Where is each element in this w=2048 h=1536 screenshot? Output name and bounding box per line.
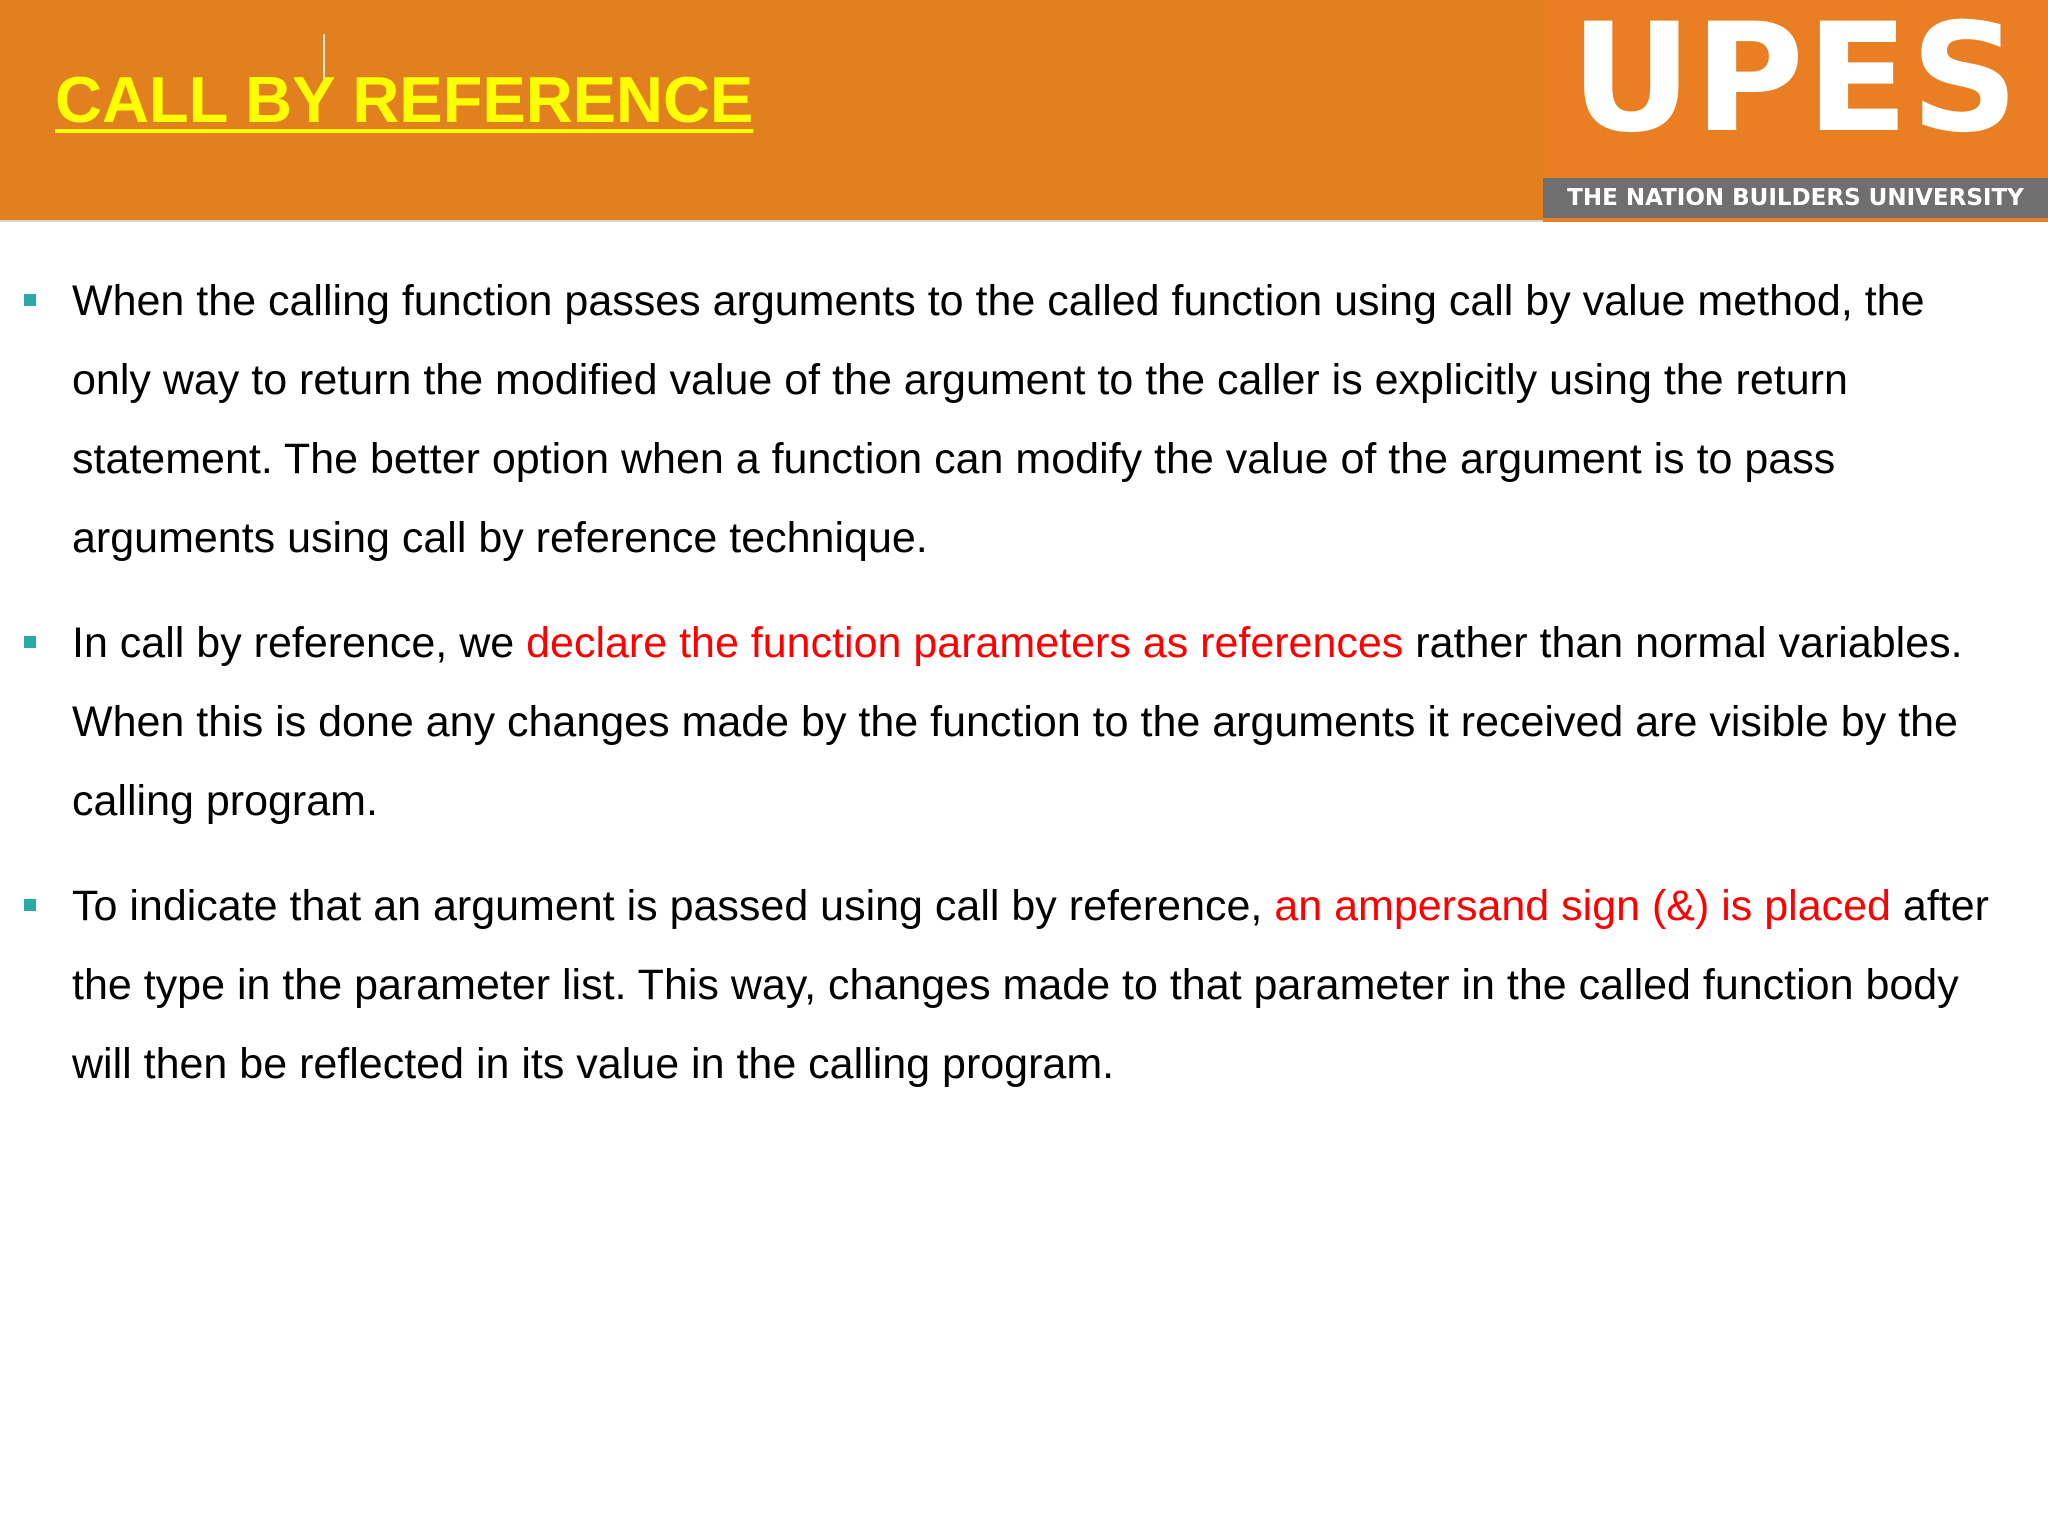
bullet-item bbox=[0, 262, 2048, 578]
bullet-text-after: after the type in the parameter list. This way, changes made to that parameter in the called function body will then be reflected in its value in the calling program. bbox=[72, 882, 1989, 1088]
logo-wordmark: UPES bbox=[1570, 0, 2021, 166]
bullet-text: When the calling function passes arguments to the called function using call by value method, the only way to return the modified value of the argument to the caller is explicitly using the return statement. The better option when a function can modify the value of the argument is to pass arguments using call by reference technique. bbox=[72, 277, 1925, 562]
bullet-text-after: rather than normal variables. When this is done any changes made by the function to the arguments it received are visible by the calling program. bbox=[72, 619, 1963, 825]
square-bullet-icon bbox=[24, 294, 36, 306]
bullet-text-before: To indicate that an argument is passed using call by reference, bbox=[72, 882, 1275, 930]
slide-title: CALL BY REFERENCE bbox=[55, 63, 754, 136]
header-divider bbox=[0, 220, 1545, 222]
square-bullet-icon bbox=[24, 636, 36, 648]
logo-tagline: THE NATION BUILDERS UNIVERSITY bbox=[1567, 185, 2024, 211]
upes-logo bbox=[1543, 0, 2048, 222]
bullet-list bbox=[0, 262, 2048, 1130]
bullet-item bbox=[0, 604, 2048, 841]
square-bullet-icon bbox=[24, 899, 36, 911]
bullet-text-before: In call by reference, we bbox=[72, 619, 527, 667]
bullet-item bbox=[0, 867, 2048, 1104]
bullet-text-highlight: declare the function parameters as references bbox=[526, 619, 1404, 667]
logo-tagline-bar bbox=[1543, 178, 2048, 218]
bullet-text-highlight: an ampersand sign (&) is placed bbox=[1274, 882, 1891, 930]
